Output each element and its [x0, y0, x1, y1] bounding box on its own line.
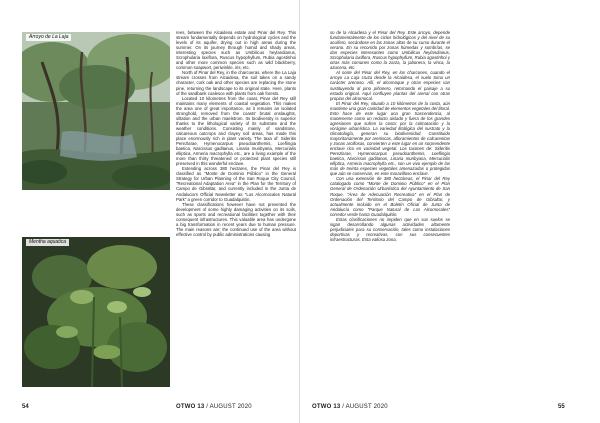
issue-date: / AUGUST 2020 — [340, 404, 388, 410]
english-text-column — [176, 30, 296, 395]
body-paragraph: Al norte del Pinar del Rey, en los charcones, cuando el arroyo La Laja cruza desde la Alcaidesa, el suelo toma un carácter arenoso. Allí, el alcornoque y otras especies van sustituyendo al pino piñonero, retornando el paisaje a su estado original. Aquí confluyen plantas del arenal con otras propias del alcornocal. — [330, 70, 450, 101]
body-paragraph: Extending across 380 hectares, the Pinar del Rey is classified as "Monte de Dominio Público" in the General Strategy for Urban Planning of the San Roque City Council, "Recreational Adaptation Area" in the Plan for the Territory of Campo de Gibraltar, and currently included in the Junta de Andalucia's Official Newsletter as "Los Alcornocales Natural Park" a green corridor to Guadalquitón. — [176, 166, 296, 202]
body-paragraph: Con una extensión de 380 hectáreas, el Pinar del Rey catalogado como "Monte de Dominio Público" en el Plan General de Ordenación Urbanística del Ayuntamiento de San Roque, "Área de Adecuación Recreativa" en el Plan de Ordenación del Territorio del Campo de Gibraltar, y actualmente incluido en el Boletín Oficial de Junta de Andalucía como "Parque Natural de Los Alcornocales" corredor verde hasta Guadalquitón. — [330, 176, 450, 217]
photo-caption: Arroyo de La Laja — [26, 34, 71, 41]
magazine-name: OTWO 13 — [312, 404, 341, 410]
body-paragraph: El Pinar del Rey, situado a 10 kilómetros de la costa, aún mantiene una gran cantidad de elementos vegetales del litoral. Esto hace de este lugar una gran trascendencia, al mantenerse como un reducto aislado y fuera de los grandes agresiones que sufren la costa: por la colmatación y la vorágine urbanística. La variedad litológica del sustrato y la climatología, generan su biodiversidad. Constituido mayoritariamente por areniscas, afloramientos de calcarenitas y zonas arcillosas, convierten a este lugar en un sorprendente enclave rico en variedad vegetal. Los taxones de: Sideritis Perezlarae, Hymenocarpus pseudoanthemis, Loeflingia baetica, Narcissus gaditanus, Linaria munbyana, Mercurialis elliptica, Armeria macrophylla etc., son un vivo ejemplo de las más de treinta especies vegetales amenazadas o protegidas que aún se conservan, en este maravilloso enclave. — [330, 100, 450, 177]
mint-plant-image — [22, 237, 170, 387]
page-number: 54 — [22, 404, 29, 410]
body-paragraph: rees, between the Alcaidesa estate and Pinar del Rey. This stream fundamentally depends on hydrological cycles and the levels of its aquifer, drying out in high areas during the summer. On its journey through humid and shady areas, interesting species such as Umbilicus heylandianus, Scrophularia laxiflora, Ruscus hypophyllum, Rubia agostinhoi and other more common species such as wild blackberry, common soapwort, periwinkle, iris, etc. — [176, 30, 296, 71]
page-number: 55 — [558, 404, 565, 410]
body-paragraph: These classifications however have not prevented the development of some highly damaging activities on its soils, such as sports and recreational facilities together with their consequent infrastructures. This valuable area has undergone a big transformation in recent years due to human pressure. The main reasons are; the continued use of the area without effective control by public administrations causing — [176, 201, 296, 237]
spanish-text-column — [330, 30, 450, 395]
magazine-issue-line — [176, 404, 252, 410]
right-page — [300, 0, 600, 423]
body-paragraph: North of Pinar del Rey, in the charcoeras, where the La Laja stream crosses from Alcaidesa, the soil takes on a sandy character, cork oak and other species are replacing the stone pine, returning the landscape to its original state. Here, plants of the sandbank coalesce with plants from oak forests. — [176, 70, 296, 96]
magazine-issue-line — [312, 404, 388, 410]
body-paragraph: Estas clasificaciones no impiden que en sus suelos se sigan desarrollando algunas actividades altamente perjudiciales para su conservación, tales como instalaciones deportivas y recreativas, con sus consecuentes infraestructuras. Esta valiosa zona, — [330, 216, 450, 242]
photo-caption: Mentha aquatica — [26, 239, 69, 246]
photo-mentha-aquatica — [22, 237, 170, 387]
stream-forest-image — [22, 32, 170, 190]
body-paragraph: Located 10 kilometres from the coast, Pinar del Rey still maintains many elements of coastal vegetation. This makes the area one of great importance, as it remains an isolated stronghold, removed from the coasts' brutal onslaughts, siltation and the urban maelstrom. Its biodiversity is superior thanks to the lithological variety of its substrate and the weather conditions. Consisting mainly of sandstone, calcareous outcrops and clayey soil areas, has made this place enormously rich in plant variety. The taxa of: Sideritis Perezlarae, Hymenocarpus pseudoanthemis, Loeflingia baetica, Narcissus gaditanus, Linaria munbyana, Mercurialis elliptica, Armeria macrophylla etc., are a living example of the more than thirty threatened or protected plant species still preserved in this wonderful enclave. — [176, 95, 296, 167]
issue-date: / AUGUST 2020 — [204, 404, 252, 410]
magazine-name: OTWO 13 — [176, 404, 205, 410]
photo-arroyo-de-la-laja — [22, 32, 170, 190]
body-paragraph: so de la Alcaidesa y el Pinar del Rey. Este arroyo, depende fundamentalmente de los ciclos hidrológicos y del nivel de su acuífero, secándose en las zonas altas de su curso durante el verano. En su recorrido por zonas húmedas y sombrías, se dan especies interesantes como Umbilicus heylandianus, Scrophularia laxiflora, Ruscus hypophyllum, Rubia agostinhoi y otras más comunes como la zarza, la jabonera, la vinca, la azucena, etc. — [330, 30, 450, 71]
